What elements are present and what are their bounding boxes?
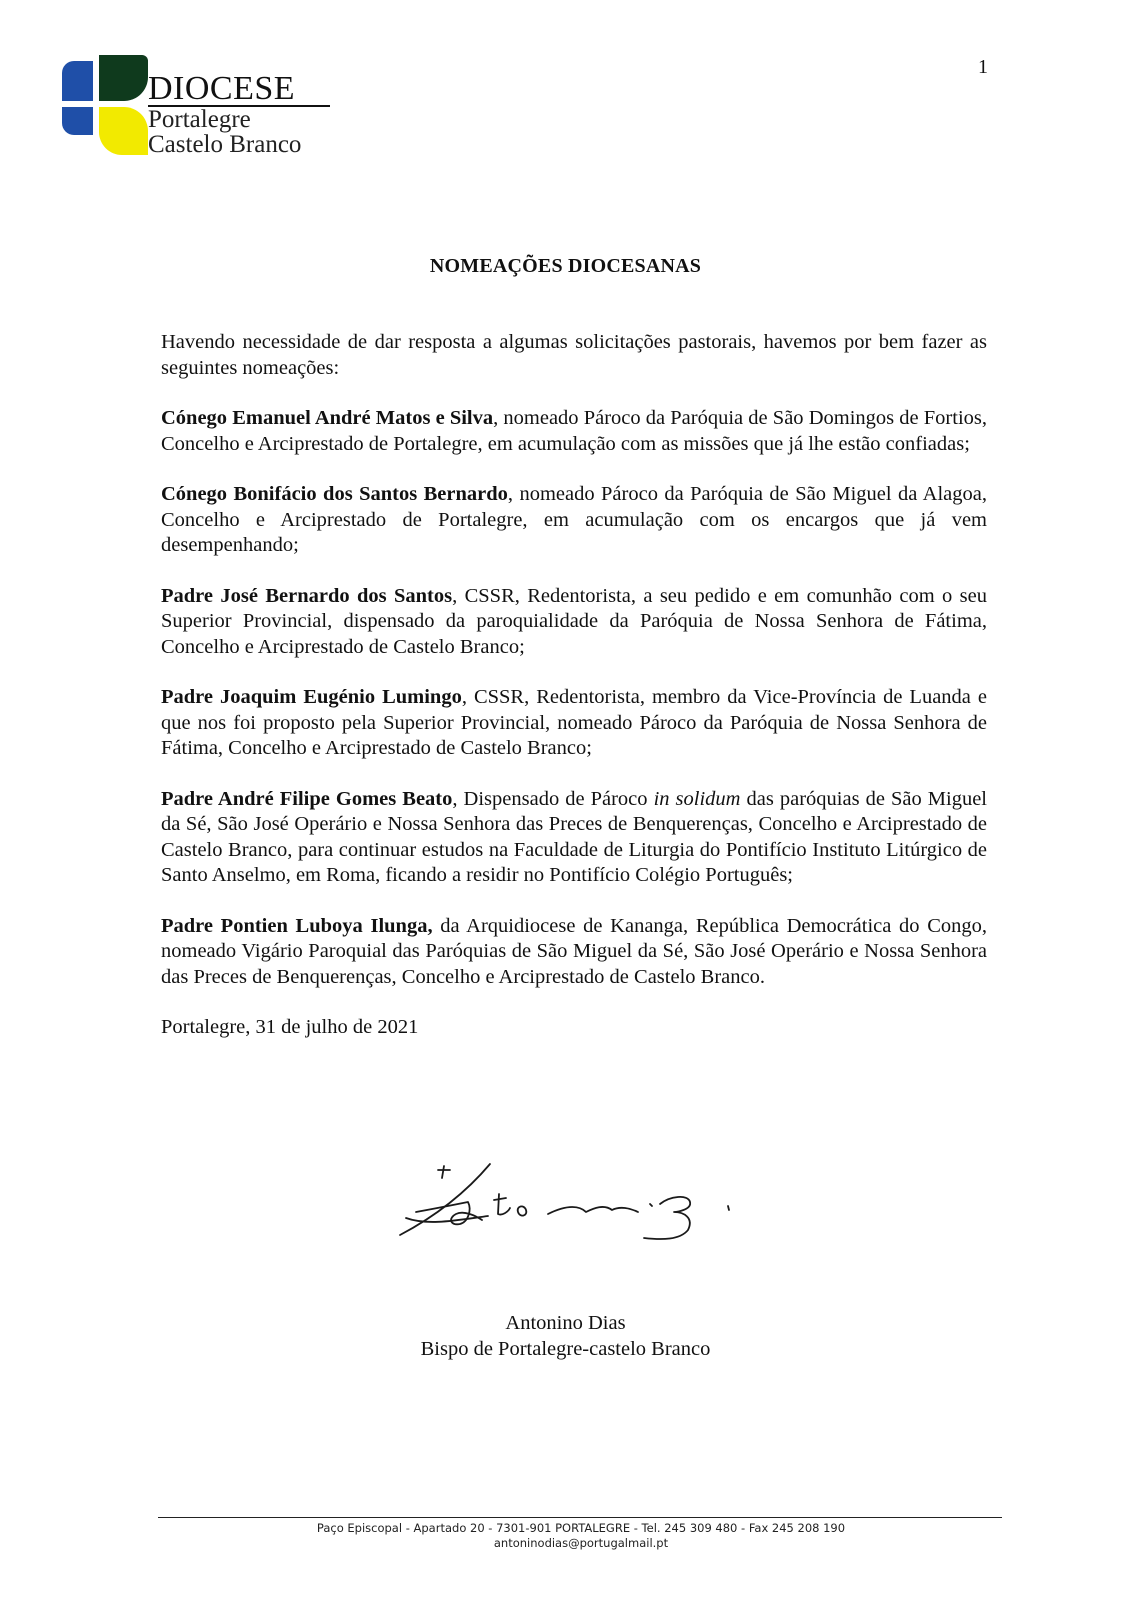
document-title: NOMEAÇÕES DIOCESANAS [429,255,702,277]
footer-divider [158,1517,1002,1518]
signer-role: Bispo de Portalegre-castelo Branco [420,1338,711,1360]
signer-block [0,1310,1131,1362]
appointment-paragraph [161,914,987,991]
appointment-text: , Dispensado de Pároco [452,787,654,810]
appointment-text: das paróquias de São Miguel da Sé, São José Operário e Nossa Senhora das Preces de Benquerenças, Concelho e Arciprestado de Castelo Branco, para continuar estudos na Faculdade de Liturgia do Pontifício Instituto Litúrgico de Santo Anselmo, em Roma, ficando a residir no Pontifício Colégio Português; [161,787,987,886]
footer-email: antoninodias@portugalmail.pt [493,1536,669,1550]
diocese-logo [62,55,342,165]
appointee-name: Cónego Bonifácio dos Santos Bernardo [161,483,508,505]
appointment-paragraph [161,787,987,889]
logo-line-portalegre: Portalegre [148,106,251,133]
appointee-name: Padre Pontien Luboya Ilunga, [161,914,433,937]
footer [0,1521,1131,1551]
document-body [161,330,987,1066]
appointment-paragraph [161,406,987,457]
appointee-name: Padre Joaquim Eugénio Lumingo [161,686,462,708]
handwritten-signature [398,1160,758,1250]
appointment-paragraph [161,482,987,559]
appointee-name: Padre André Filipe Gomes Beato [161,787,453,810]
logo-title: DIOCESE [148,73,330,107]
appointment-paragraph [161,685,987,762]
place-date: Portalegre, 31 de julho de 2021 [161,1016,419,1038]
appointment-text: , nomeado Pároco da Paróquia de São Domingos de Fortios, Concelho e Arciprestado de Portalegre, em acumulação com as missões que já lhe estão confiadas; [161,407,987,455]
appointment-text: , CSSR, Redentorista, a seu pedido e em comunhão com o seu Superior Provincial, dispensado da paroquialidade da Paróquia de Nossa Senhora de Fátima, Concelho e Arciprestado de Castelo Branco; [161,584,987,658]
appointment-text: da Arquidiocese de Kananga, República Democrática do Congo, nomeado Vigário Paroquial das Paróquias de São Miguel da Sé, São José Operário e Nossa Senhora das Preces de Benquerenças, Concelho e Arciprestado de Castelo Branco. [161,914,987,988]
appointee-name: Padre José Bernardo dos Santos [161,584,453,607]
appointee-name: Cónego Emanuel André Matos e Silva [161,407,494,429]
footer-address: Paço Episcopal - Apartado 20 - 7301-901 PORTALEGRE - Tel. 245 309 480 - Fax 245 208 190 [316,1521,846,1535]
diocese-logo-mark [62,55,148,155]
page-number: 1 [978,56,988,78]
appointment-text: , nomeado Pároco da Paróquia de São Miguel da Alagoa, Concelho e Arciprestado de Portalegre, em acumulação com os encargos que já vem desempenhando; [161,483,987,556]
intro-paragraph: Havendo necessidade de dar resposta a algumas solicitações pastorais, havemos por bem fazer as seguintes nomeações: [161,331,987,379]
signer-name: Antonino Dias [505,1312,626,1334]
logo-line-castelo-branco: Castelo Branco [148,131,302,158]
appointment-italic-term: in solidum [653,787,741,810]
appointment-paragraph [161,584,987,661]
appointment-text: , CSSR, Redentorista, membro da Vice-Província de Luanda e que nos foi proposto pela Superior Provincial, nomeado Pároco da Paróquia de Nossa Senhora de Fátima, Concelho e Arciprestado de Castelo Branco; [161,686,987,759]
